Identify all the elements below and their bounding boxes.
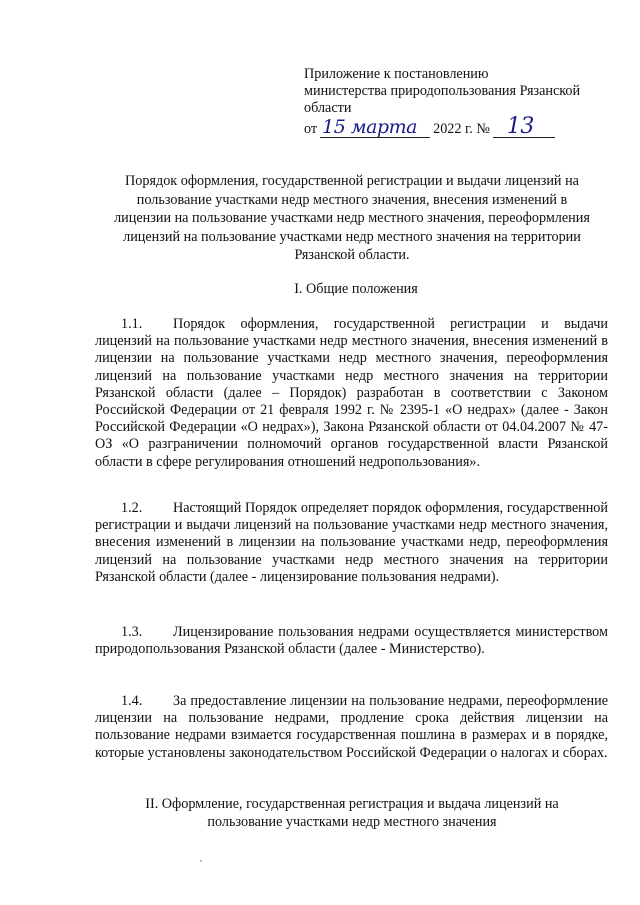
title-line-2: пользование участками недр местного значения, внесения изменений в bbox=[136, 191, 568, 208]
date-prefix: от bbox=[304, 121, 318, 137]
paragraph-1-3 bbox=[95, 624, 608, 658]
scan-speck bbox=[200, 860, 202, 862]
paragraph-text: Настоящий Порядок определяет порядок оформления, государственной регистрации и выдачи лицензий на пользование участками недр местного значения, внесения изменений в лицензии на пользование участками недр, переоформления лицензий на пользование участками недр местного значения на территории Рязанской области (далее - лицензирование пользования недрами). bbox=[95, 500, 608, 585]
handwritten-number: 13 bbox=[506, 114, 534, 139]
appendix-header bbox=[304, 66, 624, 138]
paragraph-number: 1.4. bbox=[121, 693, 143, 709]
appendix-line-1: Приложение к постановлению bbox=[304, 66, 489, 82]
section-2-heading bbox=[92, 795, 612, 831]
title-line-4: лицензий на пользование участками недр местного значения на территории bbox=[123, 228, 581, 245]
paragraph-text: Лицензирование пользования недрами осуществляется министерством природопользования Рязанской области (далее - Министерство). bbox=[95, 624, 608, 658]
date-field bbox=[320, 116, 430, 138]
appendix-line-3: области bbox=[304, 100, 352, 116]
section-1-heading: I. Общие положения bbox=[294, 281, 418, 297]
title-line-5: Рязанской области. bbox=[294, 247, 410, 263]
paragraph-text: За предоставление лицензии на пользование недрами, переоформление лицензии на пользование недрами, продление срока действия лицензии на пользование недрами взимается государственная пошлина в размерах и в порядке, которые установлены законодательством Российской Федерации о налогах и сборах. bbox=[95, 693, 608, 761]
paragraph-text: Порядок оформления, государственной регистрации и выдачи лицензий на пользование участками недр местного значения, внесения изменений в лицензии на пользование участками недр местного значения, переоформления лицензий на пользование участками недр местного значения на территории Рязанской области (далее – Порядок) разработан в соответствии с Законом Российской Федерации от 21 февраля 1992 г. № 2395-1 «О недрах» (далее - Закон Российской Федерации «О недрах»), Закона Рязанской области от 04.04.2007 № 47-ОЗ «О разграничении полномочий органов государственной власти Рязанской области в сфере регулирования отношений недропользования». bbox=[95, 316, 608, 470]
paragraph-1-4 bbox=[95, 693, 608, 762]
paragraph-number: 1.3. bbox=[121, 624, 143, 640]
paragraph-number: 1.1. bbox=[121, 316, 143, 332]
paragraph-1-2 bbox=[95, 500, 608, 586]
year-and-number-label: 2022 г. № bbox=[433, 121, 490, 137]
appendix-line-2: министерства природопользования Рязанской bbox=[304, 83, 581, 99]
document-title bbox=[92, 172, 612, 265]
section-2-heading-line-1: II. Оформление, государственная регистрация и выдача лицензий на bbox=[145, 796, 559, 812]
section-2-heading-line-2: пользование участками недр местного значения bbox=[207, 814, 497, 830]
title-line-1: Порядок оформления, государственной регистрации и выдачи лицензий на bbox=[125, 173, 579, 189]
number-field bbox=[493, 114, 555, 139]
handwritten-date: 15 марта bbox=[322, 116, 417, 138]
paragraph-number: 1.2. bbox=[121, 500, 143, 516]
title-line-3: лицензии на пользование участками недр местного значения, переоформления bbox=[114, 210, 590, 226]
date-number-row bbox=[304, 114, 624, 139]
paragraph-1-1 bbox=[95, 316, 608, 471]
